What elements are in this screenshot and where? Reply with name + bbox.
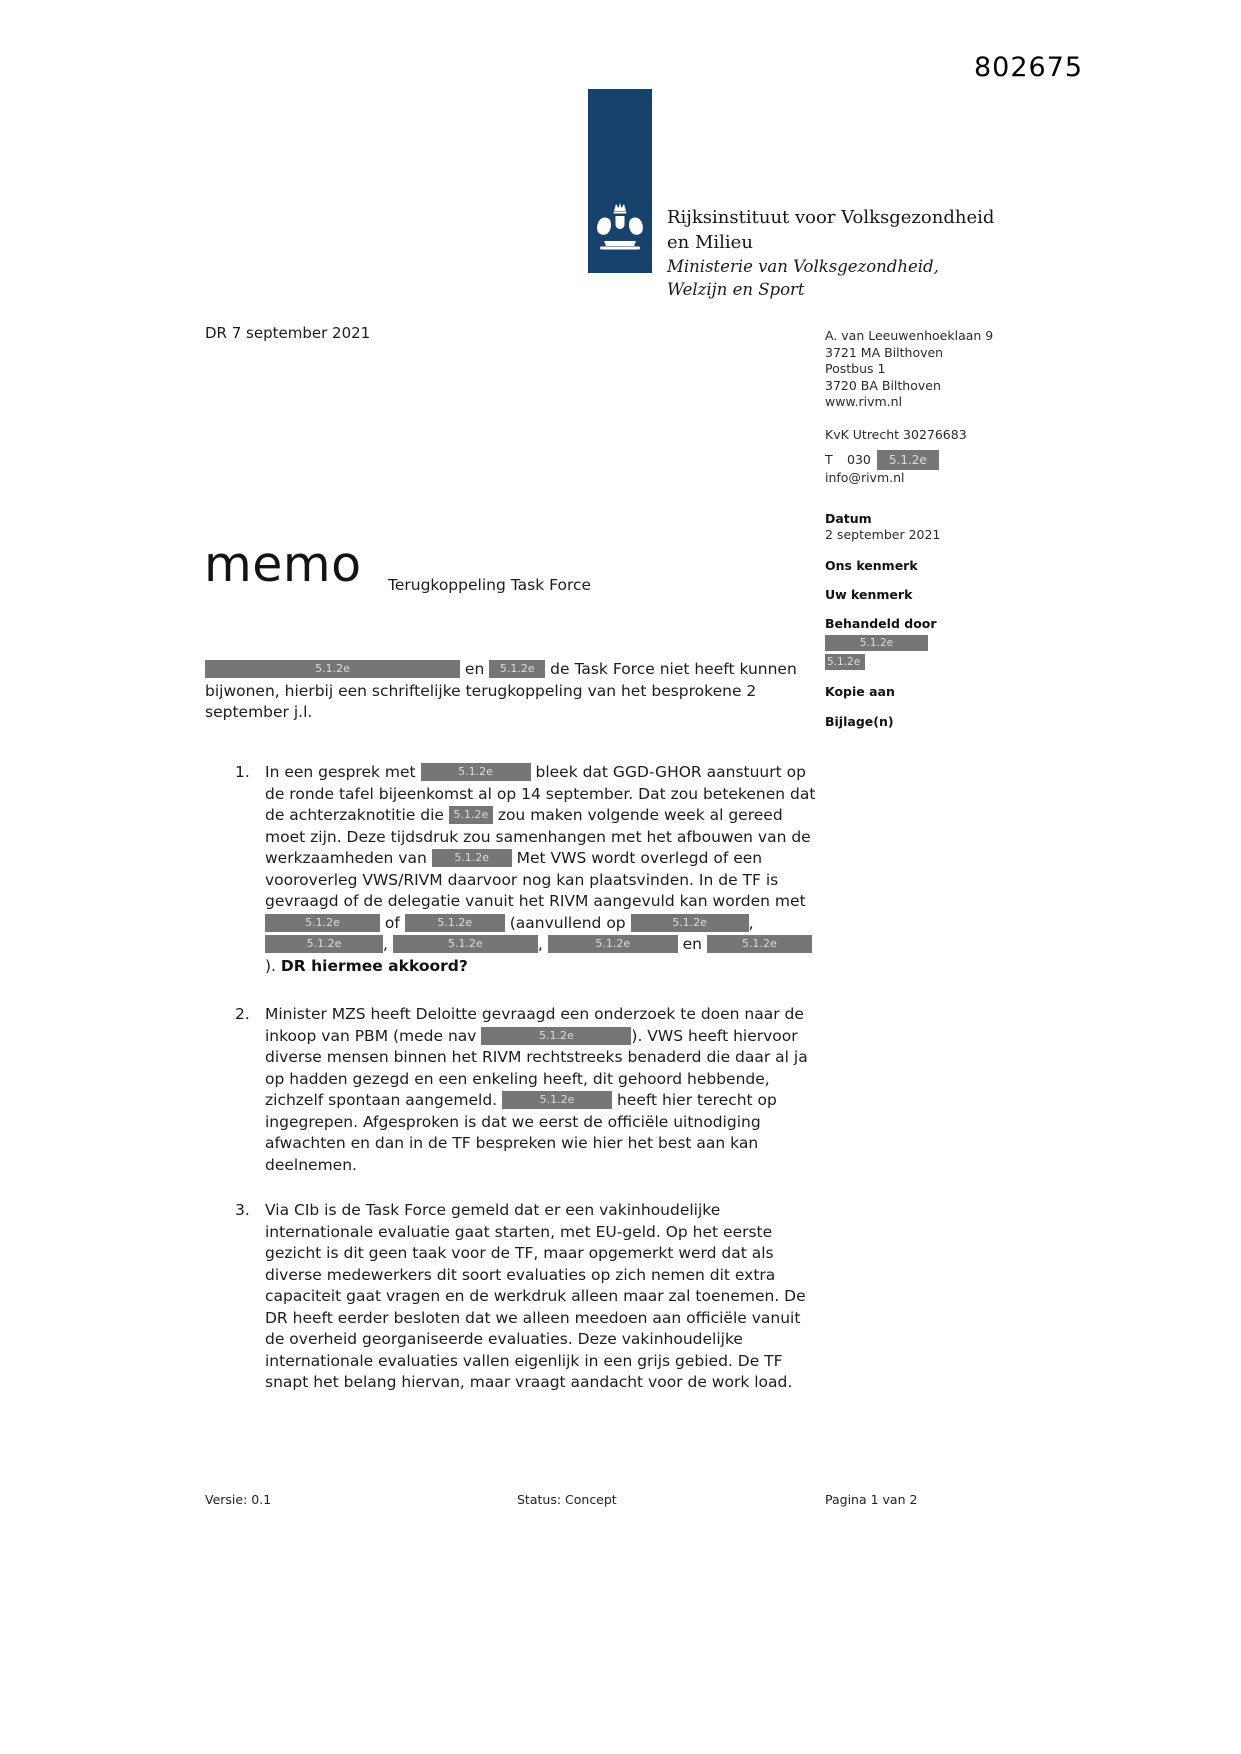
redaction-block: 5.1.2e xyxy=(877,450,939,470)
address-line: Postbus 1 xyxy=(825,361,886,376)
list-item xyxy=(235,762,820,977)
redaction-block: 5.1.2e xyxy=(265,914,380,932)
list-item xyxy=(235,1004,820,1176)
redaction-block: 5.1.2e xyxy=(421,763,531,781)
org-name-line2: en Milieu xyxy=(667,232,753,253)
redaction-block: 5.1.2e xyxy=(825,654,865,670)
field-label-datum: Datum xyxy=(825,510,872,526)
field-label-uw-kenmerk: Uw kenmerk xyxy=(825,587,913,602)
address-line: 3720 BA Bilthoven xyxy=(825,377,941,393)
email-address: info@rivm.nl xyxy=(825,470,905,485)
memo-title: memo xyxy=(204,536,362,593)
field-label-ons-kenmerk: Ons kenmerk xyxy=(825,557,918,573)
redaction-block: 5.1.2e xyxy=(502,1091,612,1109)
redaction-block: 5.1.2e xyxy=(393,935,538,953)
field-value-datum: 2 september 2021 xyxy=(825,527,941,542)
sidebar xyxy=(825,328,1075,730)
list-item xyxy=(235,1200,820,1394)
list-item-number: 3. xyxy=(235,1201,250,1219)
redaction-block: 5.1.2e xyxy=(489,660,545,678)
footer-page-number: Pagina 1 van 2 xyxy=(825,1492,918,1507)
field-label-kopie-aan: Kopie aan xyxy=(825,684,895,699)
redaction-block: 5.1.2e xyxy=(265,935,383,953)
footer-status: Status: Concept xyxy=(517,1492,617,1507)
intro-paragraph: 5.1.2e en 5.1.2e de Task Force niet heeft kunnen bijwonen, hierbij een schriftelijke terugkoppeling van het besprokene 2 september j.l. xyxy=(205,660,797,721)
list-item-number: 1. xyxy=(235,763,250,781)
kvk-number: KvK Utrecht 30276683 xyxy=(825,426,967,442)
phone-label-t: T xyxy=(825,451,833,467)
address-line: 3721 MA Bilthoven xyxy=(825,344,944,360)
redaction-block: 5.1.2e xyxy=(707,935,812,953)
document-number: 802675 xyxy=(974,52,1084,83)
redaction-block: 5.1.2e xyxy=(631,914,749,932)
list-item-number: 2. xyxy=(235,1005,250,1023)
redaction-block: 5.1.2e xyxy=(481,1027,631,1045)
redaction-block: 5.1.2e xyxy=(449,806,493,824)
org-name-line1: Rijksinstituut voor Volksgezondheid xyxy=(667,207,995,228)
phone-row xyxy=(825,450,1075,470)
redaction-block: 5.1.2e xyxy=(548,935,678,953)
ministry-name-line1: Ministerie van Volksgezondheid, xyxy=(667,257,939,276)
bold-question: DR hiermee akkoord? xyxy=(280,956,468,975)
phone-area-code: 030 xyxy=(847,451,871,467)
logo-text-block xyxy=(667,205,994,301)
field-label-behandeld-door: Behandeld door xyxy=(825,615,937,631)
list-item-text: In een gesprek met 5.1.2e bleek dat GGD-GHOR aanstuurt op de ronde tafel bijeenkomst al op 14 september. Dat zou betekenen dat de achterzaknotitie die 5.1.2e zou maken volgende week al gereed moet zijn. Deze tijdsdruk zou samenhangen met het afbouwen van de werkzaamheden van 5.1.2e Met VWS wordt overlegd of een vooroverleg VWS/RIVM daarvoor nog kan plaatsvinden. In de TF is gevraagd of de delegatie vanuit het RIVM aangevuld kan worden met 5.1.2e of 5.1.2e (aanvullend op 5.1.2e , 5.1.2e , 5.1.2e , 5.1.2e en 5.1.2e). DR hiermee akkoord? xyxy=(265,763,816,975)
redaction-block: 5.1.2e xyxy=(432,849,512,867)
footer-version: Versie: 0.1 xyxy=(205,1492,272,1507)
ministry-name-line2: Welzijn en Sport xyxy=(667,280,805,299)
redaction-block: 5.1.2e xyxy=(205,660,460,678)
list-item-text: Minister MZS heeft Deloitte gevraagd een onderzoek te doen naar de inkoop van PBM (mede nav 5.1.2e ). VWS heeft hiervoor diverse mensen binnen het RIVM rechtstreeks benaderd die daar al ja op hadden gezegd en een enkeling heeft, dit gehoord hebbende, zichzelf spontaan aangemeld. 5.1.2e heeft hier terecht op ingegrepen. Afgesproken is dat we eerst de officiële uitnodiging afwachten en dan in de TF bespreken wie hier het best aan kan deelnemen. xyxy=(265,1005,808,1174)
memo-subject: Terugkoppeling Task Force xyxy=(388,576,592,594)
rivm-logo-bar xyxy=(588,89,652,273)
list-item-text: Via CIb is de Task Force gemeld dat er een vakinhoudelijke internationale evaluatie gaat starten, met EU-geld. Op het eerste gezicht is dit geen taak voor de TF, maar opgemerkt werd dat als diverse medewerkers dit soort evaluaties op zich nemen dit extra capaciteit gaat vragen en de werkdruk alleen maar zal toenemen. De DR heeft eerder besloten dat we alleen meedoen aan officiële vanuit de overheid georganiseerde evaluaties. Deze vakinhoudelijke internationale evaluaties vallen eigenlijk in een grijs gebied. De TF snapt het belang hiervan, maar vraagt aandacht voor de work load. xyxy=(265,1201,806,1391)
website-url: www.rivm.nl xyxy=(825,394,903,409)
address-line: A. van Leeuwenhoeklaan 9 xyxy=(825,328,994,343)
date-line: DR 7 september 2021 xyxy=(205,324,371,342)
redaction-block: 5.1.2e xyxy=(825,635,928,651)
field-label-bijlagen: Bijlage(n) xyxy=(825,713,894,729)
rivm-coat-of-arms-icon xyxy=(592,201,648,261)
redaction-block: 5.1.2e xyxy=(405,914,505,932)
